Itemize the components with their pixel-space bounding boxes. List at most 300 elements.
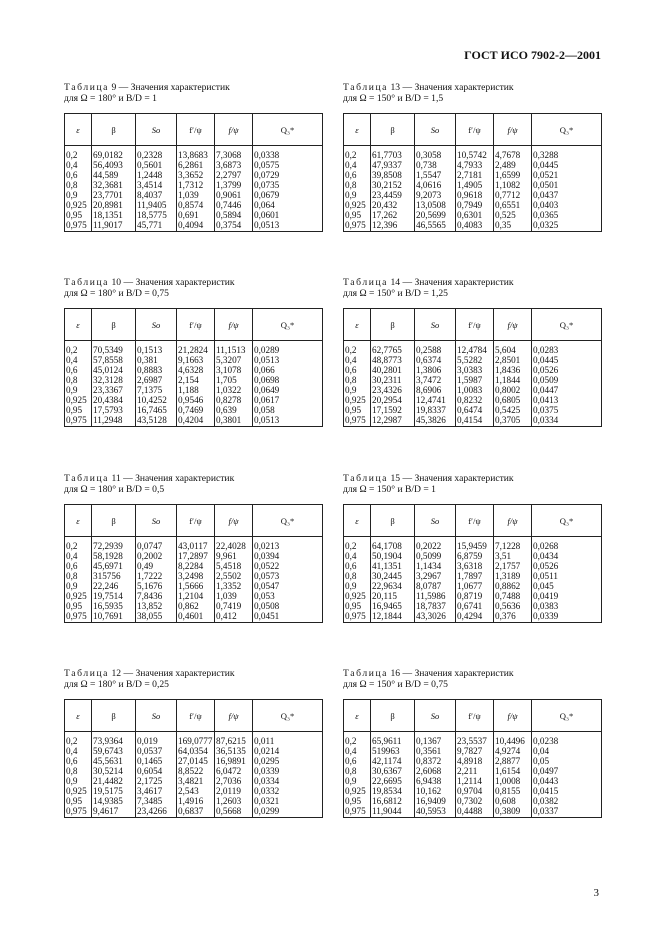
table-cell: 12,396 [371,220,415,232]
table-cell: 1,2104 [177,591,215,601]
table-cell: 39,8508 [371,170,415,180]
table-cell: 0,0511 [532,571,602,581]
table-caption [343,473,601,484]
table-condition: для Ω = 180° и B/D = 0,25 [64,679,169,690]
table-cell: 0,0283 [532,341,602,356]
column-header: So [136,114,177,146]
table-cell: 16,7465 [136,405,177,415]
table-row [344,756,602,766]
column-header: f′/ψ [177,309,215,341]
table-cell: 0,0268 [532,537,602,552]
table-row [65,571,323,581]
table-cell: 0,2 [344,537,371,552]
table-cell: 7,8436 [136,591,177,601]
table-cell: 9,7827 [456,746,494,756]
column-header: Q₃* [253,114,323,146]
table-row [344,806,602,818]
table-row [65,180,323,190]
table-cell: 1,3352 [215,581,253,591]
data-table [343,504,602,623]
table-cell: 42,1174 [371,756,415,766]
table-cell: 1,7312 [177,180,215,190]
table-cell: 0,5636 [494,601,532,611]
table-cell: 2,211 [456,766,494,776]
table-cell: 23,5537 [456,732,494,747]
table-title: — Значения характеристик [402,277,514,288]
table-cell: 0,925 [344,395,371,405]
table-cell: 0,9 [65,385,92,395]
table-cell: 0,053 [253,591,323,601]
table-cell: 0,0383 [532,601,602,611]
table-cell: 2,0119 [215,786,253,796]
table-row [65,146,323,161]
table-cell: 8,2284 [177,561,215,571]
table-cell: 0,8 [344,375,371,385]
column-header: β [371,700,415,732]
table-row [65,537,323,552]
table-cell: 8,8522 [177,766,215,776]
table-cell: 2,154 [177,375,215,385]
table-number: 12 [111,668,122,679]
table-cell: 3,3652 [177,170,215,180]
table-title: — Значения характеристик [123,277,235,288]
table-row [65,776,323,786]
data-table [343,113,602,232]
table-cell: 0,9 [344,190,371,200]
table-cell: 0,6054 [136,766,177,776]
table-cell: 14,9385 [92,796,136,806]
table-cell: 0,6551 [494,200,532,210]
table-cell: 0,0382 [532,796,602,806]
table-cell: 23,4266 [136,806,177,818]
table-cell: 0,04 [532,746,602,756]
table-caption [64,668,322,679]
table-cell: 1,0083 [456,385,494,395]
table-row [344,355,602,365]
column-header: ε [65,505,92,537]
table-cell: 7,3068 [215,146,253,161]
table-cell: 0,6 [344,561,371,571]
table-cell: 0,0295 [253,756,323,766]
table-cell: 21,2824 [177,341,215,356]
table-cell: 0,4601 [177,611,215,623]
column-header: So [136,505,177,537]
table-number: 9 [111,82,117,93]
column-header: ε [344,700,371,732]
table-cell: 0,0339 [253,766,323,776]
table-cell: 19,8337 [415,405,456,415]
table-cell: 0,8 [344,180,371,190]
table-cell: 0,1465 [136,756,177,766]
table-cell: 0,8 [65,180,92,190]
table-cell: 0,0365 [532,210,602,220]
table-cell: 20,5699 [415,210,456,220]
table-condition: для Ω = 150° и B/D = 0,75 [343,679,448,690]
table-cell: 0,0508 [253,601,323,611]
table-row [65,405,323,415]
table-cell: 0,0513 [253,355,323,365]
table-cell: 0,2328 [136,146,177,161]
table-cell: 0,0649 [253,385,323,395]
table-row [344,146,602,161]
table-cell: 0,376 [494,611,532,623]
column-header: f′/ψ [177,505,215,537]
table-cell: 64,1708 [371,537,415,552]
table-cell: 0,975 [65,220,92,232]
table-cell: 0,4488 [456,806,494,818]
table-cell: 43,0117 [177,537,215,552]
column-header: f′/ψ [456,505,494,537]
table-cell: 2,5502 [215,571,253,581]
table-caption [64,277,322,288]
table-cell: 0,0214 [253,746,323,756]
table-cell: 0,4 [344,160,371,170]
table-cell: 1,1434 [415,561,456,571]
table-number: 13 [390,82,401,93]
table-cell: 0,058 [253,405,323,415]
table-cell: 0,5601 [136,160,177,170]
table-condition: для Ω = 180° и B/D = 1 [64,93,157,104]
column-header: ε [65,700,92,732]
table-cell: 0,0415 [532,786,602,796]
table-cell: 0,4154 [456,415,494,427]
table-cell: 9,4617 [92,806,136,818]
page-number: 3 [593,887,599,899]
table-row [344,341,602,356]
table-cell: 8,6906 [415,385,456,395]
table-cell: 50,1904 [371,551,415,561]
table-cell: 0,7446 [215,200,253,210]
table-cell: 0,95 [344,210,371,220]
table-cell: 0,0445 [532,355,602,365]
table-title: — Значения характеристик [123,668,235,679]
table-cell: 0,8883 [136,365,177,375]
table-word: Таблица [64,668,110,679]
header-row [65,114,323,146]
table-cell: 0,7949 [456,200,494,210]
table-cell: 0,6 [344,365,371,375]
table-cell: 0,0747 [136,537,177,552]
table-row [65,756,323,766]
table-word: Таблица [343,668,389,679]
table-row [344,581,602,591]
table-block [343,277,601,427]
table-row [65,341,323,356]
table-cell: 0,925 [344,200,371,210]
table-caption [64,82,322,93]
table-cell: 10,5742 [456,146,494,161]
table-cell: 0,95 [65,601,92,611]
table-cell: 0,975 [65,611,92,623]
table-cell: 0,8719 [456,591,494,601]
table-row [344,766,602,776]
table-cell: 11,2948 [92,415,136,427]
table-cell: 0,4 [65,355,92,365]
table-row [65,551,323,561]
table-cell: 0,95 [344,601,371,611]
column-header: f′/ψ [177,114,215,146]
table-cell: 0,0513 [253,415,323,427]
table-cell: 0,5894 [215,210,253,220]
table-cell: 0,8372 [415,756,456,766]
table-cell: 0,2 [65,537,92,552]
table-cell: 0,4 [65,746,92,756]
table-cell: 17,2897 [177,551,215,561]
table-cell: 46,5565 [415,220,456,232]
table-cell: 1,5666 [177,581,215,591]
table-cell: 0,0403 [532,200,602,210]
table-cell: 69,0182 [92,146,136,161]
table-cell: 0,925 [65,200,92,210]
table-cell: 11,9044 [371,806,415,818]
table-cell: 11,9017 [92,220,136,232]
table-cell: 0,925 [344,591,371,601]
table-row [65,766,323,776]
table-cell: 73,9364 [92,732,136,747]
table-cell: 13,0508 [415,200,456,210]
table-cell: 0,9704 [456,786,494,796]
table-cell: 16,5935 [92,601,136,611]
table-cell: 0,2 [65,146,92,161]
table-row [344,746,602,756]
table-cell: 0,2002 [136,551,177,561]
table-cell: 27,0145 [177,756,215,766]
header-row [65,309,323,341]
table-cell: 2,7181 [456,170,494,180]
table-cell: 45,6971 [92,561,136,571]
column-header: ε [344,505,371,537]
table-cell: 0,6837 [177,806,215,818]
column-header: f′/ψ [456,309,494,341]
table-cell: 23,7701 [92,190,136,200]
table-cell: 1,1082 [494,180,532,190]
table-cell: 0,3705 [494,415,532,427]
table-cell: 0,8002 [494,385,532,395]
column-header: f/ψ [215,309,253,341]
column-header: So [415,309,456,341]
table-cell: 2,543 [177,786,215,796]
table-row [344,415,602,427]
table-row [344,537,602,552]
table-cell: 7,3485 [136,796,177,806]
table-cell: 1,3799 [215,180,253,190]
table-cell: 56,4093 [92,160,136,170]
table-row [65,170,323,180]
table-word: Таблица [343,277,389,288]
table-cell: 17,5793 [92,405,136,415]
table-cell: 0,0437 [532,190,602,200]
table-row [344,405,602,415]
table-cell: 0,7488 [494,591,532,601]
table-cell: 4,9274 [494,746,532,756]
table-condition: для Ω = 150° и B/D = 1 [343,484,436,495]
table-cell: 10,162 [415,786,456,796]
table-cell: 0,0451 [253,611,323,623]
table-cell: 0,975 [65,415,92,427]
table-cell: 0,8 [65,375,92,385]
header-row [344,309,602,341]
column-header: So [415,114,456,146]
table-row [344,170,602,180]
table-cell: 0,4083 [456,220,494,232]
table-cell: 0,9618 [456,190,494,200]
table-cell: 0,9546 [177,395,215,405]
table-cell: 0,1367 [415,732,456,747]
table-cell: 2,8877 [494,756,532,766]
table-cell: 16,9409 [415,796,456,806]
table-cell: 1,705 [215,375,253,385]
table-cell: 2,6068 [415,766,456,776]
table-cell: 20,8981 [92,200,136,210]
table-block [64,668,322,818]
table-cell: 0,0601 [253,210,323,220]
table-cell: 0,0537 [136,746,177,756]
table-cell: 43,5128 [136,415,177,427]
column-header: ε [65,309,92,341]
table-cell: 0,8862 [494,581,532,591]
table-cell: 0,8 [65,571,92,581]
table-cell: 2,2797 [215,170,253,180]
table-cell: 59,6743 [92,746,136,756]
table-row [65,746,323,756]
table-cell: 3,6873 [215,160,253,170]
table-cell: 57,8558 [92,355,136,365]
table-cell: 0,3058 [415,146,456,161]
table-cell: 23,4459 [371,190,415,200]
table-block [343,473,601,623]
table-cell: 0,3801 [215,415,253,427]
table-title: — Значения характеристик [402,473,514,484]
table-cell: 0,0509 [532,375,602,385]
table-cell: 1,0008 [494,776,532,786]
table-cell: 1,4905 [456,180,494,190]
table-cell: 4,6328 [177,365,215,375]
table-row [65,220,323,232]
table-cell: 1,0322 [215,385,253,395]
table-cell: 4,8918 [456,756,494,766]
table-cell: 7,1375 [136,385,177,395]
data-table [64,504,323,623]
table-cell: 0,4 [344,746,371,756]
header-row [65,700,323,732]
column-header: f/ψ [494,114,532,146]
table-cell: 0,0434 [532,551,602,561]
table-cell: 2,1725 [136,776,177,786]
column-header: So [415,505,456,537]
table-cell: 19,7514 [92,591,136,601]
column-header: f′/ψ [177,700,215,732]
table-cell: 22,6695 [371,776,415,786]
table-cell: 0,6 [65,170,92,180]
table-cell: 3,51 [494,551,532,561]
column-header: f/ψ [215,114,253,146]
table-row [65,200,323,210]
table-cell: 0,9061 [215,190,253,200]
table-cell: 0,0334 [532,415,602,427]
table-title: — Значения характеристик [123,473,235,484]
table-word: Таблица [64,82,110,93]
column-header: ε [65,114,92,146]
table-cell: 7,1228 [494,537,532,552]
table-cell: 0,1513 [136,341,177,356]
table-cell: 0,95 [344,796,371,806]
table-cell: 0,0419 [532,591,602,601]
table-cell: 38,055 [136,611,177,623]
table-cell: 22,4028 [215,537,253,552]
table-cell: 0,95 [344,405,371,415]
table-cell: 0,8 [344,571,371,581]
table-cell: 3,7472 [415,375,456,385]
table-cell: 70,5349 [92,341,136,356]
table-cell: 0,6301 [456,210,494,220]
table-cell: 16,6812 [371,796,415,806]
table-cell: 0,95 [65,796,92,806]
table-cell: 11,9405 [136,200,177,210]
table-cell: 2,1757 [494,561,532,571]
table-cell: 0,0334 [253,776,323,786]
table-row [344,210,602,220]
table-cell: 0,35 [494,220,532,232]
table-cell: 11,1513 [215,341,253,356]
table-cell: 0,925 [65,591,92,601]
data-table [64,699,323,818]
table-cell: 0,7712 [494,190,532,200]
table-row [65,160,323,170]
table-cell: 5,5282 [456,355,494,365]
table-cell: 0,6 [65,365,92,375]
table-cell: 0,0526 [532,365,602,375]
table-cell: 1,7222 [136,571,177,581]
table-cell: 0,95 [65,405,92,415]
column-header: So [136,700,177,732]
table-cell: 0,0443 [532,776,602,786]
column-header: Q₃* [532,700,602,732]
document-header: ГОСТ ИСО 7902-2—2001 [464,48,601,62]
table-cell: 9,2073 [415,190,456,200]
table-cell: 12,4741 [415,395,456,405]
table-cell: 1,1844 [494,375,532,385]
table-cell: 20,4384 [92,395,136,405]
table-row [65,365,323,375]
table-cell: 8,4037 [136,190,177,200]
table-cell: 1,2603 [215,796,253,806]
table-cell: 0,045 [532,581,602,591]
table-cell: 0,0547 [253,581,323,591]
table-cell: 16,9891 [215,756,253,766]
table-cell: 19,8534 [371,786,415,796]
table-cell: 0,4094 [177,220,215,232]
table-cell: 3,4821 [177,776,215,786]
table-cell: 0,5425 [494,405,532,415]
table-cell: 0,3288 [532,146,602,161]
table-row [65,190,323,200]
table-cell: 0,2588 [415,341,456,356]
table-row [344,180,602,190]
table-cell: 0,4204 [177,415,215,427]
table-cell: 10,4252 [136,395,177,405]
table-cell: 45,0124 [92,365,136,375]
table-cell: 0,975 [344,220,371,232]
table-cell: 20,115 [371,591,415,601]
table-caption [343,668,601,679]
column-header: β [371,505,415,537]
table-number: 11 [111,473,121,484]
column-header: f/ψ [494,505,532,537]
table-cell: 32,3128 [92,375,136,385]
table-cell: 45,771 [136,220,177,232]
table-cell: 0,0447 [532,385,602,395]
column-header: Q₃* [253,700,323,732]
